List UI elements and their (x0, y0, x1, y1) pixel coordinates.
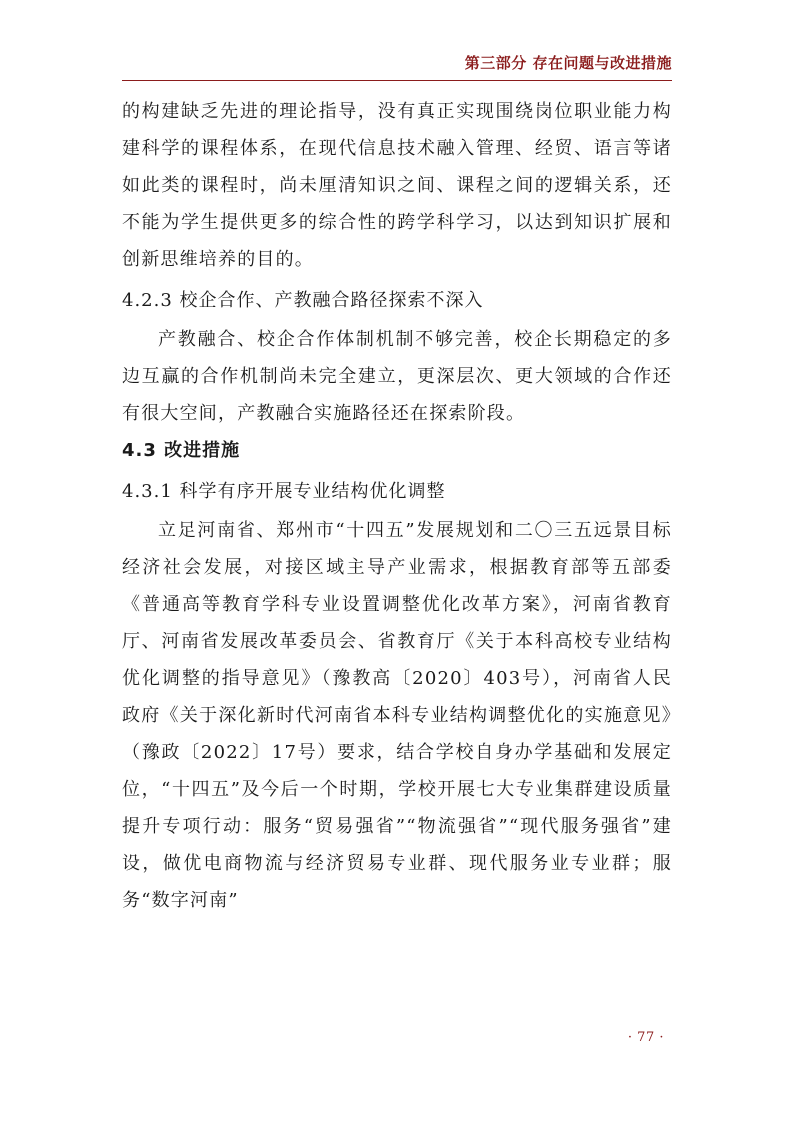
page-number: · 77 · (627, 1030, 664, 1045)
running-header: 第三部分 存在问题与改进措施 (464, 54, 672, 72)
header-divider (122, 80, 672, 81)
body-paragraph: 立足河南省、郑州市“十四五”发展规划和二〇三五远景目标经济社会发展，对接区域主导产业需求，根据教育部等五部委《普通高等教育学科专业设置调整优化改革方案》，河南省教育厅、河南省发展改革委员会、省教育厅《关于本科高校专业结构优化调整的指导意见》（豫教高〔2020〕403号），河南省人民政府《关于深化新时代河南省本科专业结构调整优化的实施意见》（豫政〔2022〕17号）要求，结合学校自身办学基础和发展定位，“十四五”及今后一个时期，学校开展七大专业集群建设质量提升专项行动：服务“贸易强省”“物流强省”“现代服务强省”建设，做优电商物流与经济贸易专业群、现代服务业专业群；服务“数字河南” (122, 520, 672, 911)
subsection-heading-4-2-3: 4.2.3 校企合作、产教融合路径探索不深入 (122, 290, 484, 311)
section-heading-4-3: 4.3 改进措施 (122, 440, 241, 461)
page-body (122, 93, 672, 919)
subsection-heading-4-3-1: 4.3.1 科学有序开展专业结构优化调整 (122, 481, 446, 502)
body-paragraph-continued: 的构建缺乏先进的理论指导，没有真正实现围绕岗位职业能力构建科学的课程体系，在现代信息技术融入管理、经贸、语言等诸如此类的课程时，尚未厘清知识之间、课程之间的逻辑关系，还不能为学生提供更多的综合性的跨学科学习，以达到知识扩展和创新思维培养的目的。 (122, 101, 672, 270)
body-paragraph: 产教融合、校企合作体制机制不够完善，校企长期稳定的多边互赢的合作机制尚未完全建立，更深层次、更大领域的合作还有很大空间，产教融合实施路径还在探索阶段。 (122, 329, 672, 424)
